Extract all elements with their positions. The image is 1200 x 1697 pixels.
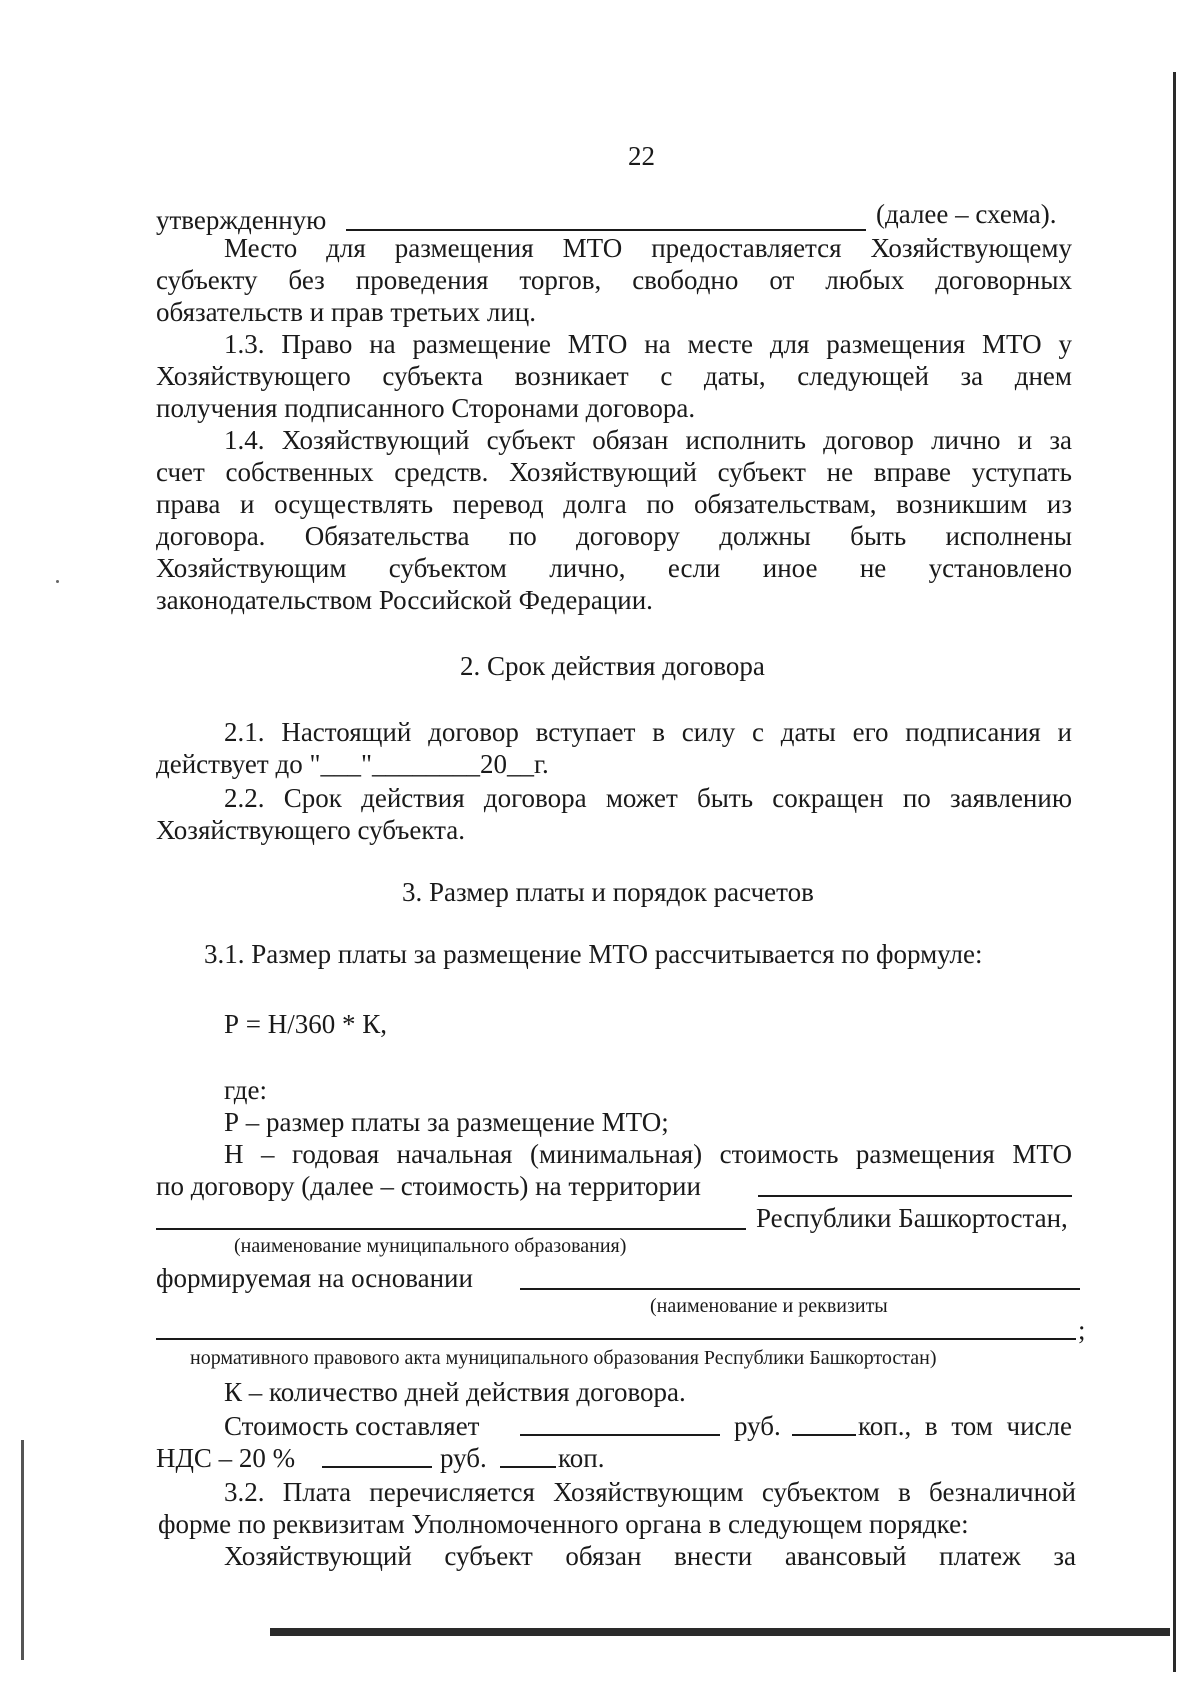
caption-municipality: (наименование муниципального образования) <box>234 1235 627 1257</box>
line-1-start: утвержденную <box>156 205 327 235</box>
formula: Р = Н/360 * К, <box>224 1009 388 1039</box>
line-11: договора. Обязательства по договору должны быть исполнены <box>156 521 1072 551</box>
line-16: 2.2. Срок действия договора может быть сокращен по заявлению <box>224 783 1072 813</box>
line-23: Республики Башкортостан, <box>756 1203 1068 1233</box>
caption-requisites: (наименование и реквизиты <box>650 1295 888 1317</box>
line-30: Хозяйствующий субъект обязан внести авансовый платеж за <box>224 1541 1076 1571</box>
scan-edge-left <box>21 1440 24 1660</box>
line-19: где: <box>224 1075 267 1105</box>
line-22: по договору (далее – стоимость) на территории <box>156 1171 701 1201</box>
line-9: счет собственных средств. Хозяйствующий субъект не вправе уступать <box>156 457 1072 487</box>
line-27-start: НДС – 20 % <box>156 1443 296 1473</box>
line-28: 3.2. Плата перечисляется Хозяйствующим субъектом в безналичной <box>224 1477 1076 1507</box>
line-7: получения подписанного Сторонами договора. <box>156 393 696 423</box>
line-26-start: Стоимость составляет <box>224 1411 480 1441</box>
line-18: 3.1. Размер платы за размещение МТО рассчитывается по формуле: <box>204 939 983 969</box>
blank-basis <box>520 1288 1080 1290</box>
blank-cost-rub <box>520 1434 720 1436</box>
page-number: 22 <box>628 141 655 171</box>
line-8: 1.4. Хозяйствующий субъект обязан исполнить договор лично и за <box>224 425 1072 455</box>
line-26-rub: руб. <box>734 1411 781 1441</box>
scan-speck <box>56 580 59 583</box>
semicolon: ; <box>1078 1315 1086 1345</box>
line-27-rub: руб. <box>440 1443 487 1473</box>
blank-cost-kop <box>792 1434 856 1436</box>
line-13: законодательством Российской Федерации. <box>156 585 653 615</box>
line-21: Н – годовая начальная (минимальная) стоимость размещения МТО <box>224 1139 1072 1169</box>
scan-edge-right <box>1173 72 1176 1672</box>
line-15: действует до "___"________20__г. <box>156 749 549 779</box>
blank-scheme <box>346 229 866 231</box>
line-2: Место для размещения МТО предоставляется Хозяйствующему <box>224 233 1072 263</box>
line-29: форме по реквизитам Уполномоченного органа в следующем порядке: <box>158 1509 969 1539</box>
line-25: К – количество дней действия договора. <box>224 1377 686 1407</box>
caption-legal-act: нормативного правового акта муниципального образования Республики Башкортостан) <box>190 1347 937 1369</box>
line-10: права и осуществлять перевод долга по обязательствам, возникшим из <box>156 489 1072 519</box>
line-20: Р – размер платы за размещение МТО; <box>224 1107 669 1137</box>
line-4: обязательств и прав третьих лиц. <box>156 297 536 327</box>
blank-vat-rub <box>322 1466 432 1468</box>
line-12: Хозяйствующим субъектом лично, если иное не установлено <box>156 553 1072 583</box>
line-14: 2.1. Настоящий договор вступает в силу с даты его подписания и <box>224 717 1072 747</box>
blank-municipality <box>156 1228 746 1230</box>
line-1-end: (далее – схема). <box>876 199 1057 229</box>
line-6: Хозяйствующего субъекта возникает с даты, следующей за днем <box>156 361 1072 391</box>
line-24: формируемая на основании <box>156 1263 473 1293</box>
line-27-kop: коп. <box>558 1443 605 1473</box>
line-3: субъекту без проведения торгов, свободно от любых договорных <box>156 265 1072 295</box>
section-2-heading: 2. Срок действия договора <box>460 651 765 681</box>
blank-territory <box>758 1195 1072 1197</box>
section-3-heading: 3. Размер платы и порядок расчетов <box>402 877 814 907</box>
blank-legal-act <box>156 1338 1076 1340</box>
blank-vat-kop <box>500 1466 556 1468</box>
line-17: Хозяйствующего субъекта. <box>156 815 465 845</box>
line-26-end: коп., в том числе <box>858 1411 1072 1441</box>
line-5: 1.3. Право на размещение МТО на месте для размещения МТО у <box>224 329 1072 359</box>
scan-edge-bottom <box>270 1628 1170 1636</box>
